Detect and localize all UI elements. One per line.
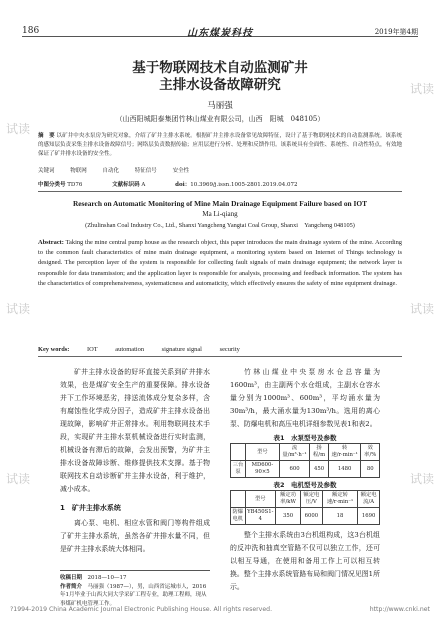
table-cell: MD600-90×5: [246, 461, 280, 478]
received-label: 收稿日期: [60, 575, 83, 581]
author-name: 马丽强: [207, 101, 233, 111]
table-cell: 三台泵: [231, 461, 246, 478]
table-header-cell: 额定转速/r·min⁻¹: [322, 491, 358, 508]
table-header-row: [231, 444, 380, 461]
keywords-label: 关键词: [38, 168, 55, 174]
table-header-cell: [231, 444, 246, 461]
author-bio: 马丽强（1987—），男，山西省运城市人，2016年1月毕业于山西大同大学采矿工程专业，助理工程师，现从事煤矿机电管理工作。: [60, 583, 207, 607]
keyword: 安全性: [172, 168, 190, 174]
english-affiliation: (Zhulinshan Coal Industry Co., Ltd., Shanxi Yangcheng Yangtai Coal Group, Shanxi Yangcheng 048105): [85, 222, 355, 229]
table-row: [231, 508, 380, 525]
table-cell: 1690: [358, 508, 380, 525]
table-2: [230, 490, 380, 525]
table-header-cell: 效率/%: [361, 444, 380, 461]
classification-line: [38, 180, 402, 192]
abstract-label: 摘 要: [38, 133, 55, 139]
watermark: 试读: [409, 472, 434, 486]
keyword: 自动化: [102, 168, 120, 174]
abstract-text: 以矿井中央水泵房为研究对象，介绍了矿井主排水系统。根据矿井主排水设备常见故障特征，设计了基于物联网技术的自动监测系统。该系统的感知层负责采集主排水设备故障信号；网络层负责数据传输；应用层进行分析、处理和反馈作用。该系统具有全面性、系统性、自动性特点，有效地保证了矿井排水设备的安全性。: [38, 133, 402, 157]
table-cell: 80: [361, 461, 380, 478]
table-cell: 6000: [301, 508, 323, 525]
right-column: [230, 366, 380, 594]
cnki-link[interactable]: http://www.cnki.net: [369, 606, 430, 613]
keyword-en: signature signal: [161, 346, 202, 353]
table-header-cell: 扬程/m: [310, 444, 328, 461]
clc-label: 中图分类号: [38, 182, 66, 188]
keyword: 特征信号: [134, 168, 157, 174]
table-cell: 600: [279, 461, 310, 478]
table-cell: 1480: [328, 461, 361, 478]
table-cell: 18: [322, 508, 358, 525]
left-column: [60, 366, 210, 556]
watermark: 试读: [6, 122, 31, 136]
title-line: 基于物联网技术自动监测矿井: [132, 60, 308, 76]
table-cell: YB450S1-4: [245, 508, 276, 525]
keyword-en: security: [219, 346, 240, 353]
abstract-en: [38, 238, 402, 289]
body-paragraph: 竹林山煤业中央泵房水仓总容量为1600m³，由主副两个水仓组成，主副水仓容水量分别为1000m³、600m³，平均涌水量为30m³/h，最大涌水量为130m³/h。选用的离心泵、防爆电机和高压电机详细参数见表1和表2。: [230, 368, 380, 428]
table-cell: 350: [276, 508, 301, 525]
doc-value: A: [141, 182, 146, 188]
table-header-cell: 额定功率/kW: [276, 491, 301, 508]
table-header-row: [231, 491, 380, 508]
watermark: 试读: [409, 302, 434, 316]
table2-caption: 表2 电机型号及参数: [273, 481, 337, 489]
table-cell: 防爆电机: [231, 508, 246, 525]
table-1: [230, 443, 380, 478]
page-footer: [10, 606, 430, 613]
watermark: 试读: [6, 472, 31, 486]
body-paragraph: 矿井主排水设备的好坏直接关系到矿井排水效果，也是煤矿安全生产的重要保障。排水设备并下工作环境恶劣，排送流体成分复杂多样，含有腐蚀性化学成分因子，造成矿井主排水设备出现故障，影响矿井正常排水。利用物联网技术手段，实现矿井主排水泵机械设备进行实时监测，机械设备有滞后的故障，会发出预警，为矿井主排水设备故障诊断、维修提供技术支撑。基于物联网技术自动诊断矿井主排水设备，利于维护，减小成本。: [60, 368, 210, 493]
doi-value: 10.3969/j.issn.1005-2801.2019.04.072: [190, 182, 298, 188]
keywords-cn: [38, 166, 402, 174]
keyword: 物联网: [70, 168, 87, 174]
table-header-cell: 额定电压/V: [301, 491, 323, 508]
issue-info: 2019年第4期: [374, 28, 418, 36]
journal-title: 山东煤炭科技: [187, 28, 253, 39]
section-heading: 1 矿井主排水系统: [60, 504, 121, 512]
clc-value: TD76: [67, 182, 83, 188]
table-header-cell: 转速/r·min⁻¹: [328, 444, 361, 461]
abstract-cn: [38, 132, 402, 159]
table-cell: 450: [310, 461, 328, 478]
table-row: [231, 461, 380, 478]
keyword-en: automation: [115, 346, 145, 353]
body-paragraph: 离心泵、电机、相应水管和阀门等构件组成了矿井主排水系统，虽然各矿井排水量不同，但是矿井主排水系统大体相同。: [60, 519, 210, 553]
running-header: [22, 20, 418, 37]
table-header-cell: 额定电流/A: [358, 491, 380, 508]
keyword-en: IOT: [87, 346, 98, 353]
abstract-en-label: Abstract:: [38, 239, 64, 246]
bio-label: 作者简介: [60, 583, 83, 590]
table-header-cell: 型号: [246, 444, 280, 461]
affiliation: （山西阳城阳泰集团竹林山煤业有限公司，山西 阳城 048105）: [115, 115, 325, 123]
title-line: 主排水设备故障研究: [159, 77, 281, 93]
abstract-en-text: Taking the mine central pump house as the research object, this paper introduces the main drainage system of the mine. According to the common fault characteristics of mine main drainage equipment, a monitoring system based on Internet of Things technology is designed. The perception layer of the system is responsible for collecting fault signals of main drainage equipment; the network layer is responsible for data transmission; and the application layer is responsible for analysis, processing and feedback information. The system has the characteristics of comprehensiveness, systematicness and automaticity, which effectively ensures the safety of mine equipment drainage.: [38, 239, 403, 287]
english-author: Ma Li-qiang: [202, 210, 238, 218]
table-header-cell: [231, 491, 246, 508]
received-date: 2018—10—17: [87, 575, 127, 581]
table1-caption: 表1 水泵型号及参数: [273, 434, 337, 442]
keywords-en-label: Key words:: [38, 346, 70, 353]
footnote: [60, 570, 210, 608]
copyright-text: ?1994-2019 China Academic Journal Electronic Publishing House. All rights reserved.: [10, 606, 273, 613]
body-paragraph: 整个主排水系统由3台机组构成，这3台机组的反冲洗和抽真空管路不仅可以独立工作，还可以相互导通，在使用和备用工作上可以相互转换。整个主排水系统管路布局和阀门情况见图1所示。: [230, 531, 380, 591]
keywords-en: [38, 346, 402, 357]
doc-label: 文献标识码: [112, 182, 140, 188]
watermark: 试读: [409, 82, 434, 96]
english-title: Research on Automatic Monitoring of Mine Main Drainage Equipment Failure based on IOT: [72, 199, 368, 208]
doi-label: doi：: [175, 182, 191, 188]
paper-title: [0, 60, 440, 94]
page-number: 186: [22, 26, 40, 36]
watermark: 试读: [6, 302, 31, 316]
table-header-cell: 型号: [245, 491, 276, 508]
table-header-cell: 流量/m³·h⁻¹: [279, 444, 310, 461]
